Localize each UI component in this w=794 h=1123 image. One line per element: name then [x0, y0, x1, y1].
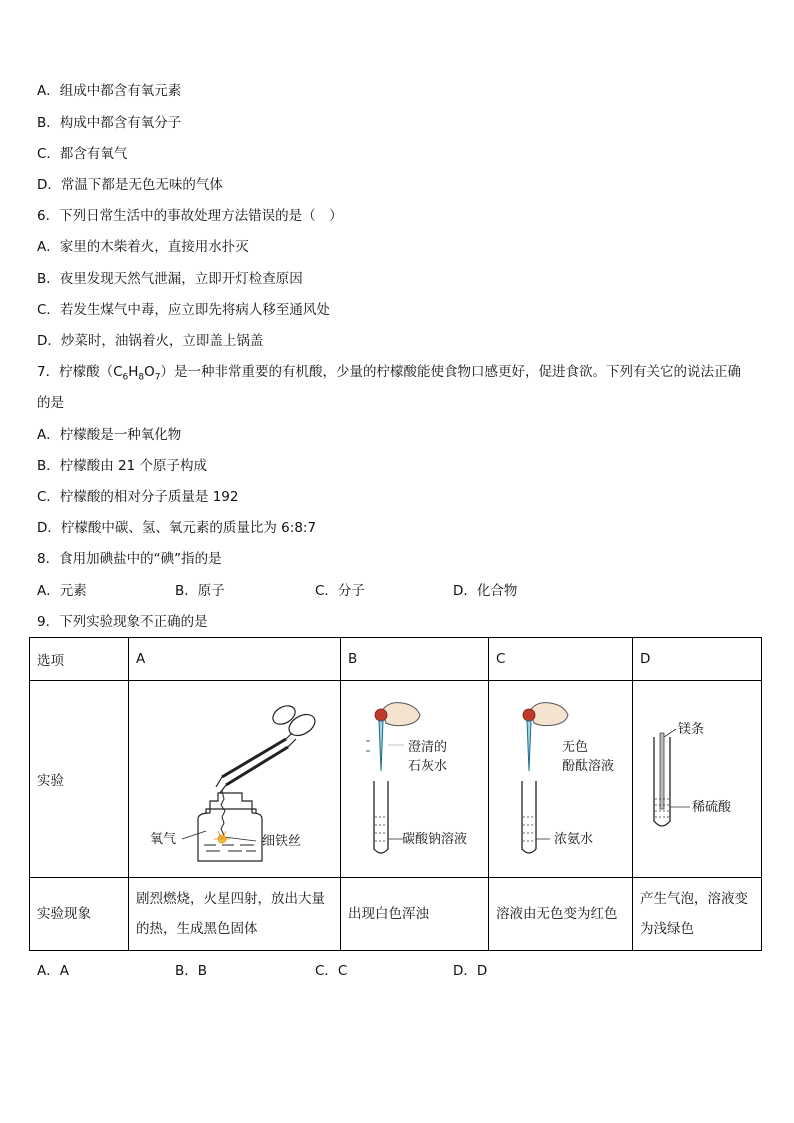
q6-option-c: C．若发生煤气中毒，应立即先将病人移至通风处 [37, 302, 330, 318]
q6-option-a: A．家里的木柴着火，直接用水扑灭 [37, 239, 249, 255]
observation-label: 实验现象 [30, 878, 129, 951]
q8-option-c: C．分子 [315, 583, 365, 599]
q7-option-c: C．柠檬酸的相对分子质量是 192 [37, 489, 239, 505]
magnesium-acid-figure [640, 681, 769, 877]
figure-a-cell [129, 681, 341, 878]
iron-wire-label: 细铁丝 [262, 834, 302, 849]
q8-options [0, 582, 794, 600]
q7-stem-prefix: 7．柠檬酸（ [37, 364, 114, 380]
ammonia-label: 浓氨水 [554, 832, 594, 847]
figure-c-cell [489, 681, 633, 878]
q9-option-b: B．B [175, 963, 208, 979]
q7-stem-line2: 的是 [37, 395, 64, 411]
magnesium-strip-label: 镁条 [678, 722, 705, 737]
q8-option-d: D．化合物 [453, 583, 518, 599]
q9-option-a: A．A [37, 963, 69, 979]
iron-wire-combustion-figure [136, 681, 348, 877]
figure-b-cell [341, 681, 489, 878]
q8-option-b: B．原子 [175, 583, 225, 599]
experiment-label: 实验 [30, 681, 129, 878]
q9-options [0, 962, 794, 980]
header-b: B [341, 638, 489, 681]
q8-stem: 8．食用加碘盐中的“碘”指的是 [37, 551, 222, 567]
q7-option-a: A．柠檬酸是一种氧化物 [37, 427, 182, 443]
q7-option-d: D．柠檬酸中碳、氢、氧元素的质量比为 6:8:7 [37, 520, 317, 536]
q8-option-a: A．元素 [37, 583, 87, 599]
q5-option-a: A．组成中都含有氧元素 [37, 83, 182, 99]
phenolphthalein-dropper-figure [496, 681, 640, 877]
q6-stem: 6．下列日常生活中的事故处理方法错误的是（ ） [37, 208, 343, 224]
phenolphthalein-label-line2: 酚酞溶液 [562, 759, 615, 774]
dilute-sulfuric-acid-label: 稀硫酸 [692, 800, 732, 815]
header-c: C [489, 638, 633, 681]
limewater-dropper-figure [348, 681, 496, 877]
q9-option-d: D．D [453, 963, 488, 979]
q5-option-c: C．都含有氧气 [37, 146, 128, 162]
phenolphthalein-label-line1: 无色 [562, 740, 589, 755]
observation-a: 剧烈燃烧，火星四射，放出大量 的热，生成黑色固体 [129, 878, 341, 951]
header-d: D [633, 638, 762, 681]
header-a: A [129, 638, 341, 681]
q7-stem-suffix: ）是一种非常重要的有机酸，少量的柠檬酸能使食物口感更好，促进食欲。下列有关它的说法正确 [160, 364, 742, 380]
q6-option-b: B．夜里发现天然气泄漏，立即开灯检查原因 [37, 271, 303, 287]
figure-d-cell [633, 681, 762, 878]
q9-stem: 9．下列实验现象不正确的是 [37, 614, 208, 630]
header-option: 选项 [30, 638, 129, 681]
q5-option-b: B．构成中都含有氧分子 [37, 115, 182, 131]
limewater-label-line1: 澄清的 [408, 740, 448, 755]
observation-d: 产生气泡，溶液变 为浅绿色 [633, 878, 762, 951]
q6-option-d: D．炒菜时，油锅着火，立即盖上锅盖 [37, 333, 264, 349]
observation-c: 溶液由无色变为红色 [489, 878, 633, 951]
observation-b: 出现白色浑浊 [341, 878, 489, 951]
q5-option-d: D．常温下都是无色无味的气体 [37, 177, 223, 193]
citric-acid-formula: $C_6H_8O_7$ [113, 364, 161, 383]
q9-option-c: C．C [315, 963, 348, 979]
table-header-row [30, 638, 762, 681]
oxygen-label: 氧气 [150, 832, 177, 847]
experiment-table [29, 637, 762, 951]
limewater-label-line2: 石灰水 [408, 759, 448, 774]
sodium-carbonate-label: 碳酸钠溶液 [402, 832, 468, 847]
q7-stem [37, 363, 741, 387]
q7-option-b: B．柠檬酸由 21 个原子构成 [37, 458, 208, 474]
table-observation-row [30, 878, 762, 951]
table-experiment-row [30, 681, 762, 878]
